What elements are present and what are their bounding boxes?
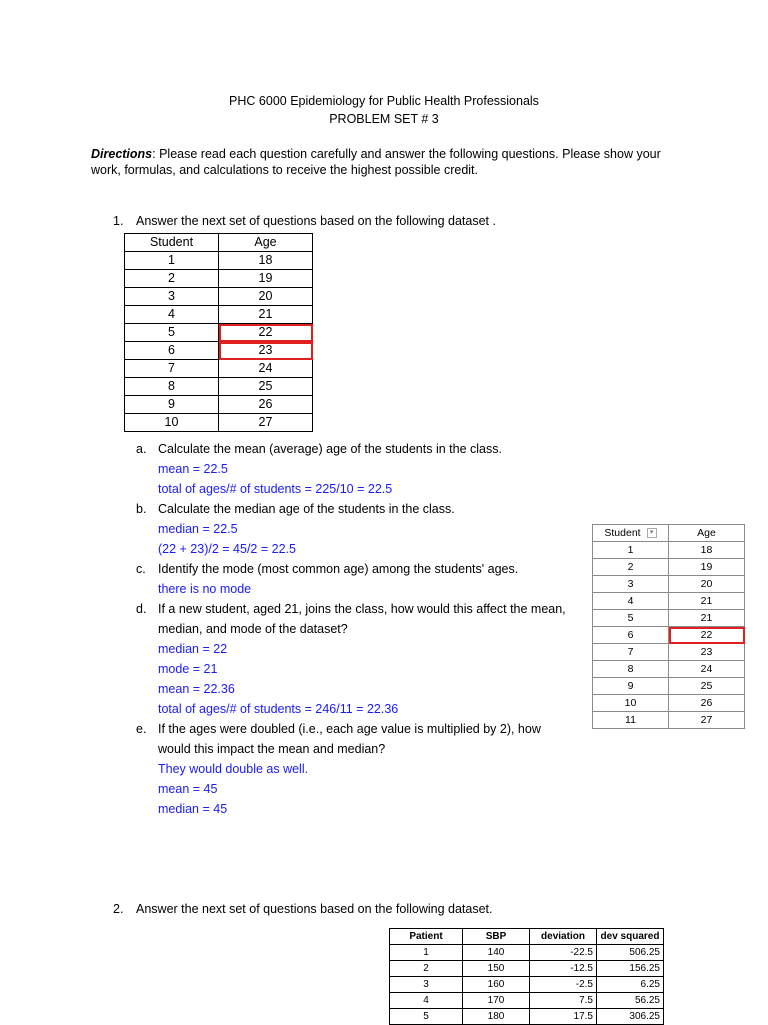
q1c-letter: c. (136, 562, 146, 576)
q1a-letter: a. (136, 442, 147, 456)
table-cell: 180 (463, 1009, 530, 1025)
table-row (125, 270, 313, 288)
table-cell: 5 (390, 1009, 463, 1025)
table-cell: 6 (125, 342, 219, 360)
table-cell: 170 (463, 993, 530, 1009)
highlighted-median-cell: 22 (219, 324, 313, 342)
directions-line-1 (91, 147, 661, 161)
highlighted-median-cell: 22 (669, 627, 745, 644)
table-cell: 3 (125, 288, 219, 306)
table-row (125, 360, 313, 378)
problem-set-title: PROBLEM SET # 3 (329, 112, 439, 126)
table-header-cell: Patient (390, 929, 463, 945)
table-header-cell: Age (219, 234, 313, 252)
table-row (390, 993, 664, 1009)
table-row (125, 378, 313, 396)
q1e-answer: median = 45 (158, 802, 228, 816)
table-row (390, 945, 664, 961)
q1c-answer: there is no mode (158, 582, 252, 596)
q2-sbp-table (389, 928, 664, 1025)
table-cell: 2 (390, 961, 463, 977)
table-row (125, 288, 313, 306)
table-row (593, 678, 745, 695)
q1b-answer: median = 22.5 (158, 522, 238, 536)
table-cell: 4 (125, 306, 219, 324)
table-row (593, 712, 745, 729)
table-cell: 4 (593, 593, 669, 610)
table-row (593, 627, 745, 644)
q1d-answer: median = 22 (158, 642, 228, 656)
table-cell: 140 (463, 945, 530, 961)
table-cell: 20 (669, 576, 745, 593)
table-cell: 10 (593, 695, 669, 712)
table-row (593, 661, 745, 678)
table-cell: 8 (593, 661, 669, 678)
table-cell: 3 (390, 977, 463, 993)
table-cell: 24 (669, 661, 745, 678)
table-row (593, 695, 745, 712)
q1a-question: Calculate the mean (average) age of the students in the class. (158, 442, 502, 456)
table-cell: 18 (669, 542, 745, 559)
filter-dropdown-icon[interactable]: ▾ (647, 528, 657, 538)
table-row (125, 306, 313, 324)
q1d-letter: d. (136, 602, 147, 616)
table-cell: 26 (669, 695, 745, 712)
table-cell: 21 (669, 593, 745, 610)
table-row (593, 576, 745, 593)
table-row (125, 342, 313, 360)
table-row (593, 559, 745, 576)
table-row (390, 977, 664, 993)
table-header-row (593, 525, 745, 542)
q1-age-table (124, 233, 313, 432)
table-cell: 1 (593, 542, 669, 559)
table-cell: 3 (593, 576, 669, 593)
table-cell: 23 (669, 644, 745, 661)
table-row (125, 252, 313, 270)
table-header-label: Student (604, 527, 641, 539)
table-cell: 21 (669, 610, 745, 627)
table-cell: -12.5 (530, 961, 597, 977)
table-cell: 9 (593, 678, 669, 695)
q1e-answer: They would double as well. (158, 762, 309, 776)
table-cell: 19 (219, 270, 313, 288)
table-row (125, 396, 313, 414)
table-cell: 27 (669, 712, 745, 729)
directions-text-2: work, formulas, and calculations to receive the highest possible credit. (91, 163, 478, 177)
table-cell: 6.25 (597, 977, 664, 993)
table-header-cell: SBP (463, 929, 530, 945)
table-cell: 506.25 (597, 945, 664, 961)
table-header-cell: dev squared (597, 929, 664, 945)
q1e-question: If the ages were doubled (i.e., each age value is multiplied by 2), how (158, 722, 541, 736)
table-row (593, 542, 745, 559)
q1d-question: If a new student, aged 21, joins the class, how would this affect the mean, (158, 602, 566, 616)
table-header-row (390, 929, 664, 945)
q1d-question: median, and mode of the dataset? (158, 622, 348, 636)
table-cell: 306.25 (597, 1009, 664, 1025)
table-cell: 6 (593, 627, 669, 644)
q2-prompt: Answer the next set of questions based on the following dataset. (136, 902, 493, 916)
q1c-question: Identify the mode (most common age) among the students' ages. (158, 562, 519, 576)
table-row (125, 324, 313, 342)
table-cell: 21 (219, 306, 313, 324)
q1d-answer: total of ages/# of students = 246/11 = 22.36 (158, 702, 399, 716)
table-header-cell: Age (669, 525, 745, 542)
table-cell: 150 (463, 961, 530, 977)
table-header-cell (593, 525, 669, 542)
table-cell: -2.5 (530, 977, 597, 993)
q1-side-age-table (592, 524, 745, 729)
table-cell: 156.25 (597, 961, 664, 977)
q2-number: 2. (113, 902, 124, 916)
table-cell: 9 (125, 396, 219, 414)
table-row (593, 610, 745, 627)
table-row (390, 1009, 664, 1025)
q1a-answer: mean = 22.5 (158, 462, 228, 476)
table-cell: 24 (219, 360, 313, 378)
table-cell: 1 (390, 945, 463, 961)
table-cell: 5 (125, 324, 219, 342)
q1d-answer: mean = 22.36 (158, 682, 235, 696)
table-cell: 18 (219, 252, 313, 270)
table-row (390, 961, 664, 977)
q1e-question: would this impact the mean and median? (158, 742, 386, 756)
table-cell: 19 (669, 559, 745, 576)
table-cell: 4 (390, 993, 463, 1009)
table-cell: 27 (219, 414, 313, 432)
q1b-answer: (22 + 23)/2 = 45/2 = 22.5 (158, 542, 296, 556)
table-cell: 7 (593, 644, 669, 661)
q1e-answer: mean = 45 (158, 782, 218, 796)
table-cell: 2 (593, 559, 669, 576)
table-cell: 11 (593, 712, 669, 729)
table-cell: 26 (219, 396, 313, 414)
q1e-letter: e. (136, 722, 147, 736)
table-header-row (125, 234, 313, 252)
table-cell: 2 (125, 270, 219, 288)
table-cell: 1 (125, 252, 219, 270)
q1b-letter: b. (136, 502, 147, 516)
highlighted-median-cell: 23 (219, 342, 313, 360)
table-cell: 20 (219, 288, 313, 306)
table-cell: 7.5 (530, 993, 597, 1009)
table-cell: 25 (219, 378, 313, 396)
table-cell: -22.5 (530, 945, 597, 961)
table-cell: 5 (593, 610, 669, 627)
directions-label: Directions (91, 147, 153, 161)
q1-number: 1. (113, 214, 124, 228)
table-cell: 8 (125, 378, 219, 396)
table-row (593, 644, 745, 661)
directions-text-1: : Please read each question carefully and answer the following questions. Please show your (152, 147, 661, 161)
table-row (125, 414, 313, 432)
q1d-answer: mode = 21 (158, 662, 218, 676)
table-cell: 56.25 (597, 993, 664, 1009)
table-cell: 25 (669, 678, 745, 695)
table-cell: 10 (125, 414, 219, 432)
q1-prompt: Answer the next set of questions based on the following dataset . (136, 214, 496, 228)
table-cell: 160 (463, 977, 530, 993)
table-header-cell: Student (125, 234, 219, 252)
table-header-cell: deviation (530, 929, 597, 945)
table-cell: 7 (125, 360, 219, 378)
table-row (593, 593, 745, 610)
q1a-answer: total of ages/# of students = 225/10 = 22.5 (158, 482, 393, 496)
q1b-question: Calculate the median age of the students in the class. (158, 502, 455, 516)
course-title: PHC 6000 Epidemiology for Public Health Professionals (229, 94, 539, 108)
table-cell: 17.5 (530, 1009, 597, 1025)
